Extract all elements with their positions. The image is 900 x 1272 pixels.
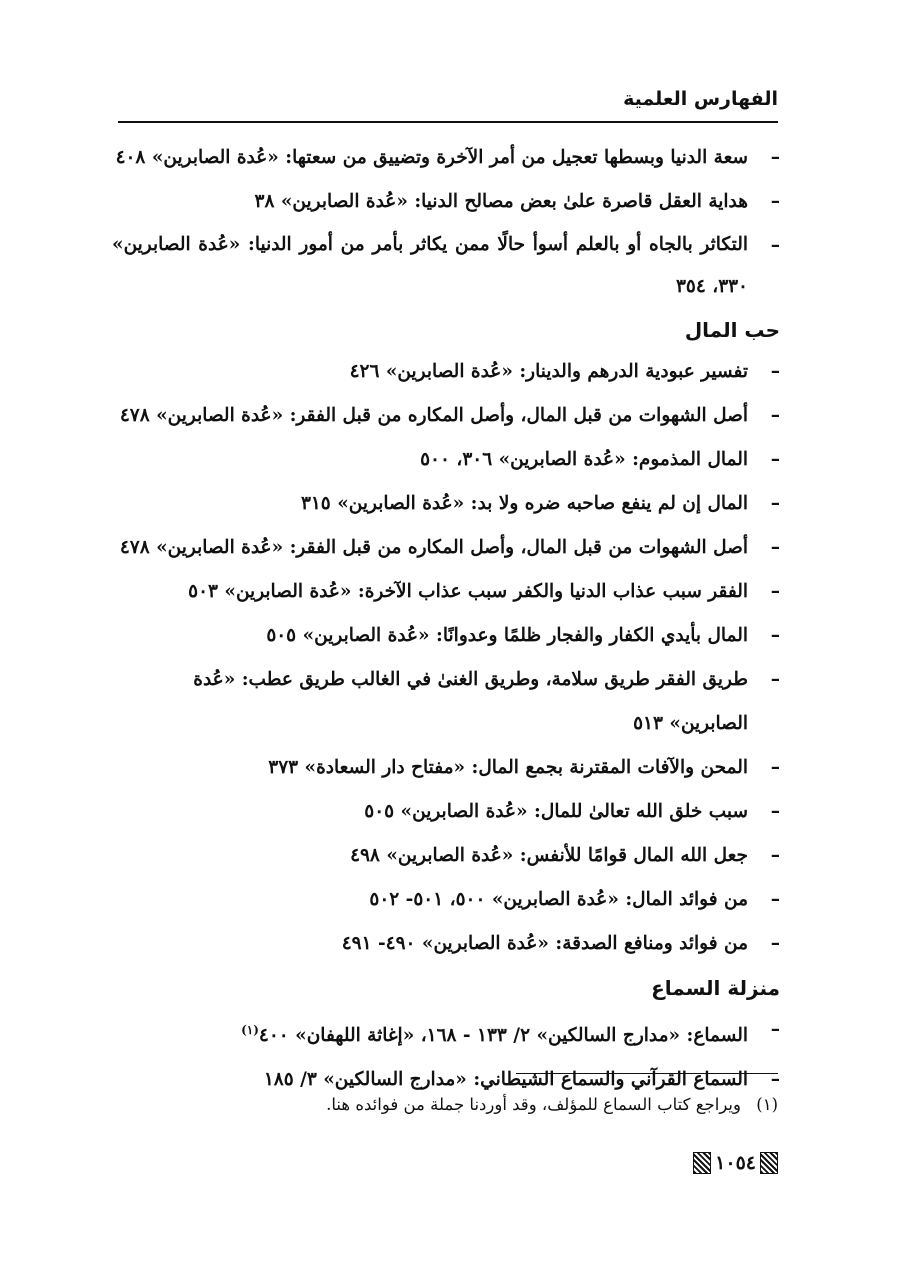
running-title: الفهارس العلمية: [623, 88, 778, 110]
footnote-rule: [516, 1073, 778, 1074]
index-entry: – من فوائد المال: «عُدة الصابرين» ٥٠٠، ٥٠١- ٥٠٢: [369, 889, 780, 910]
index-entry: – أصل الشهوات من قبل المال، وأصل المكاره من قبل الفقر: «عُدة الصابرين» ٤٧٨: [119, 537, 780, 558]
footnote-number: (١): [756, 1095, 778, 1114]
index-entry: – من فوائد ومنافع الصدقة: «عُدة الصابرين» ٤٩٠- ٤٩١: [341, 933, 780, 954]
index-entry: – سبب خلق الله تعالىٰ للمال: «عُدة الصابرين» ٥٠٥: [364, 801, 780, 822]
index-entry: – المال المذموم: «عُدة الصابرين» ٣٠٦، ٥٠٠: [420, 449, 780, 470]
index-entry: – المال إن لم ينفع صاحبه ضره ولا بد: «عُدة الصابرين» ٣١٥: [300, 493, 780, 514]
index-entry: – هداية العقل قاصرة علىٰ بعض مصالح الدنيا: «عُدة الصابرين» ٣٨: [254, 191, 780, 212]
header-rule: [118, 121, 778, 123]
index-entry: – المحن والآفات المقترنة بجمع المال: «مفتاح دار السعادة» ٣٧٣: [268, 757, 780, 778]
index-entry: – التكاثر بالجاه أو بالعلم أسوأ حالًا ممن يكاثر بأمر من أمور الدنيا: «عُدة الصابرين» ٣٣٠، ٣٥٤: [112, 234, 780, 297]
index-entry: – تفسير عبودية الدرهم والدينار: «عُدة الصابرين» ٤٢٦: [349, 361, 780, 382]
ornament-icon: [693, 1152, 711, 1174]
index-entry: – المال بأيدي الكفار والفجار ظلمًا وعدوانًا: «عُدة الصابرين» ٥٠٥: [266, 625, 780, 646]
index-entry: – أصل الشهوات من قبل المال، وأصل المكاره من قبل الفقر: «عُدة الصابرين» ٤٧٨: [119, 405, 780, 426]
index-entry: – الفقر سبب عذاب الدنيا والكفر سبب عذاب الآخرة: «عُدة الصابرين» ٥٠٣: [188, 581, 780, 602]
footnote: [112, 1090, 778, 1120]
ornament-icon: [760, 1152, 778, 1174]
index-entry: – سعة الدنيا وبسطها تعجيل من أمر الآخرة وتضييق من سعتها: «عُدة الصابرين» ٤٠٨: [115, 147, 780, 168]
index-entry: – السماع القرآني والسماع الشيطاني: «مدارج السالكين» ٣/ ١٨٥: [263, 1069, 780, 1091]
index-entry: – جعل الله المال قوامًا للأنفس: «عُدة الصابرين» ٤٩٨: [350, 845, 780, 866]
index-content: [112, 136, 780, 1102]
footnote-reference[interactable]: (١): [241, 1023, 259, 1037]
page-number: ١٠٥٤: [693, 1152, 778, 1174]
index-entry: – السماع: «مدارج السالكين» ٢/ ١٣٣ - ١٦٨، «إغاثة اللهفان» ٤٠٠$^{(١)}$: [241, 1019, 780, 1047]
footnote-text: ويراجع كتاب السماع للمؤلف، وقد أوردنا جملة من فوائده هنا.: [326, 1095, 741, 1114]
index-entry: – طريق الفقر طريق سلامة، وطريق الغنىٰ في الغالب طريق عطب: «عُدة الصابرين» ٥١٣: [193, 669, 780, 734]
section-heading: منزلة السماع: [651, 976, 780, 1000]
page-header: [122, 88, 778, 118]
section-heading: حب المال: [684, 318, 780, 342]
